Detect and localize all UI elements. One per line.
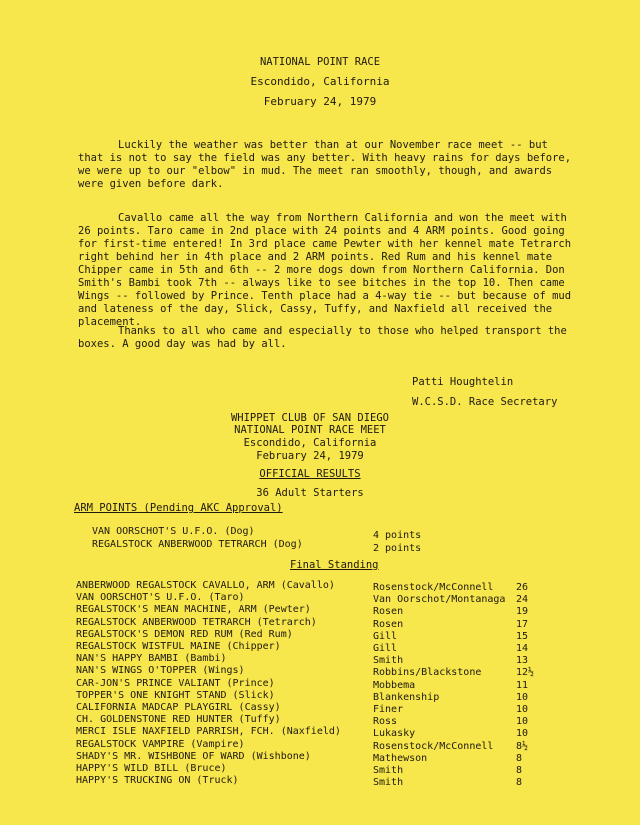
- arm-points-heading: ARM POINTS (Pending AKC Approval): [74, 502, 283, 514]
- standing-points: 11: [516, 679, 529, 691]
- standing-dog-name: CH. GOLDENSTONE RED HUNTER (Tuffy): [76, 714, 281, 726]
- standing-owner: Robbins/Blackstone: [373, 667, 482, 679]
- signature-title: W.C.S.D. Race Secretary: [412, 396, 558, 408]
- standing-owner: Rosen: [373, 618, 404, 630]
- standing-owner: Smith: [373, 765, 404, 776]
- standing-owner: Mathewson: [373, 752, 428, 764]
- standing-points: 14: [516, 643, 529, 654]
- arm-row-points: 2 points: [373, 543, 422, 554]
- paragraph-results-summary: [78, 212, 578, 329]
- standing-dog-name: MERCI ISLE NAXFIELD PARRISH, FCH. (Naxfield): [76, 726, 341, 738]
- standing-points: 8: [516, 752, 523, 764]
- paragraph-text: Thanks to all who came and especially to those who helped transport the boxes. A good day was had by all.: [78, 325, 567, 350]
- standing-dog-name: REGALSTOCK ANBERWOOD TETRARCH (Tetrarch): [76, 616, 317, 628]
- results-title: OFFICIAL RESULTS: [259, 468, 361, 480]
- standing-points: 10: [516, 716, 529, 728]
- standing-owner: Rosenstock/McConnell: [373, 740, 494, 752]
- meet-date: February 24, 1979: [256, 450, 364, 462]
- standing-owner: Rosen: [373, 606, 404, 618]
- standing-dog-name: CALIFORNIA MADCAP PLAYGIRL (Cassy): [76, 702, 281, 713]
- standing-points: 13: [516, 655, 529, 667]
- standing-dog-name: CAR-JON'S PRINCE VALIANT (Prince): [76, 677, 275, 689]
- meet-location: Escondido, California: [243, 437, 377, 449]
- standing-owner: Finer: [373, 704, 404, 715]
- header-title: NATIONAL POINT RACE: [259, 56, 381, 68]
- standing-dog-name: NAN'S HAPPY BAMBI (Bambi): [76, 653, 227, 665]
- standing-dog-name: ANBERWOOD REGALSTOCK CAVALLO, ARM (Cavallo): [76, 580, 335, 591]
- standing-dog-name: HAPPY'S TRUCKING ON (Truck): [76, 775, 239, 787]
- standing-owner: Ross: [373, 716, 398, 728]
- standing-owner: Blankenship: [373, 691, 440, 703]
- meet-name: NATIONAL POINT RACE MEET: [234, 424, 386, 436]
- club-name: WHIPPET CLUB OF SAN DIEGO: [230, 412, 390, 424]
- standing-points: 26: [516, 582, 529, 593]
- standing-points: 19: [516, 606, 529, 618]
- arm-row-points: 4 points: [373, 530, 422, 541]
- standing-dog-name: REGALSTOCK WISTFUL MAINE (Chipper): [76, 641, 281, 652]
- standing-owner: Lukasky: [373, 728, 416, 740]
- paragraph-weather: [78, 139, 578, 191]
- final-standing-heading: Final Standing: [290, 559, 379, 571]
- standing-points: 10: [516, 691, 529, 703]
- standing-owner: Van Oorschot/Montanaga: [373, 594, 506, 606]
- standing-points: 10: [516, 728, 529, 740]
- signature-name: Patti Houghtelin: [412, 376, 514, 388]
- standing-dog-name: TOPPER'S ONE KNIGHT STAND (Slick): [76, 689, 275, 701]
- arm-row-name: VAN OORSCHOT'S U.F.O. (Dog): [92, 526, 255, 537]
- standing-points: 8: [516, 765, 523, 776]
- arm-row-name: REGALSTOCK ANBERWOOD TETRARCH (Dog): [92, 539, 303, 550]
- standing-dog-name: REGALSTOCK VAMPIRE (Vampire): [76, 738, 245, 750]
- header-location: Escondido, California: [250, 75, 390, 88]
- standing-dog-name: REGALSTOCK'S MEAN MACHINE, ARM (Pewter): [76, 604, 311, 616]
- starters-count: 36 Adult Starters: [256, 487, 364, 499]
- standing-owner: Smith: [373, 655, 404, 667]
- standing-points: 15: [516, 630, 529, 642]
- standing-dog-name: SHADY'S MR. WISHBONE OF WARD (Wishbone): [76, 750, 311, 762]
- standing-dog-name: NAN'S WINGS O'TOPPER (Wings): [76, 665, 245, 677]
- paragraph-thanks: [78, 325, 578, 351]
- standing-owner: Gill: [373, 643, 398, 654]
- paragraph-text: Cavallo came all the way from Northern California and won the meet with 26 points. Taro came in 2nd place with 24 points and 4 ARM points. Good going for first-time entered! In 3rd place came Pewter with her kennel mate Tetrarch right behind her in 4th place and 2 ARM points. Red Rum and his kennel mate Chipper came in 5th and 6th -- 2 more dogs down from Northern California. Don Smith's Bambi took 7th -- always like to see bitches in the top 10. Then came Wings -- followed by Prince. Tenth place had a 4-way tie -- but because of mud and lateness of the day, Slick, Cassy, Tuffy, and Naxfield all received the placement.: [78, 212, 572, 328]
- standing-points: 8: [516, 777, 523, 789]
- standing-dog-name: REGALSTOCK'S DEMON RED RUM (Red Rum): [76, 628, 293, 640]
- header-date: February 24, 1979: [263, 95, 377, 108]
- standing-owner: Mobbema: [373, 679, 416, 691]
- standing-points: 12½: [516, 667, 535, 679]
- standing-points: 8½: [516, 740, 529, 752]
- standing-points: 24: [516, 594, 529, 606]
- standing-owner: Smith: [373, 777, 404, 789]
- paragraph-text: Luckily the weather was better than at our November race meet -- but that is not to say the field was any better. With heavy rains for days before, we were up to our "elbow" in mud. The meet ran smoothly, though, and awards were given before dark.: [78, 139, 572, 190]
- standing-points: 17: [516, 618, 529, 630]
- standing-points: 10: [516, 704, 529, 715]
- standing-dog-name: HAPPY'S WILD BILL (Bruce): [76, 763, 227, 774]
- standing-owner: Gill: [373, 630, 398, 642]
- standing-dog-name: VAN OORSCHOT'S U.F.O. (Taro): [76, 592, 245, 604]
- standing-owner: Rosenstock/McConnell: [373, 582, 494, 593]
